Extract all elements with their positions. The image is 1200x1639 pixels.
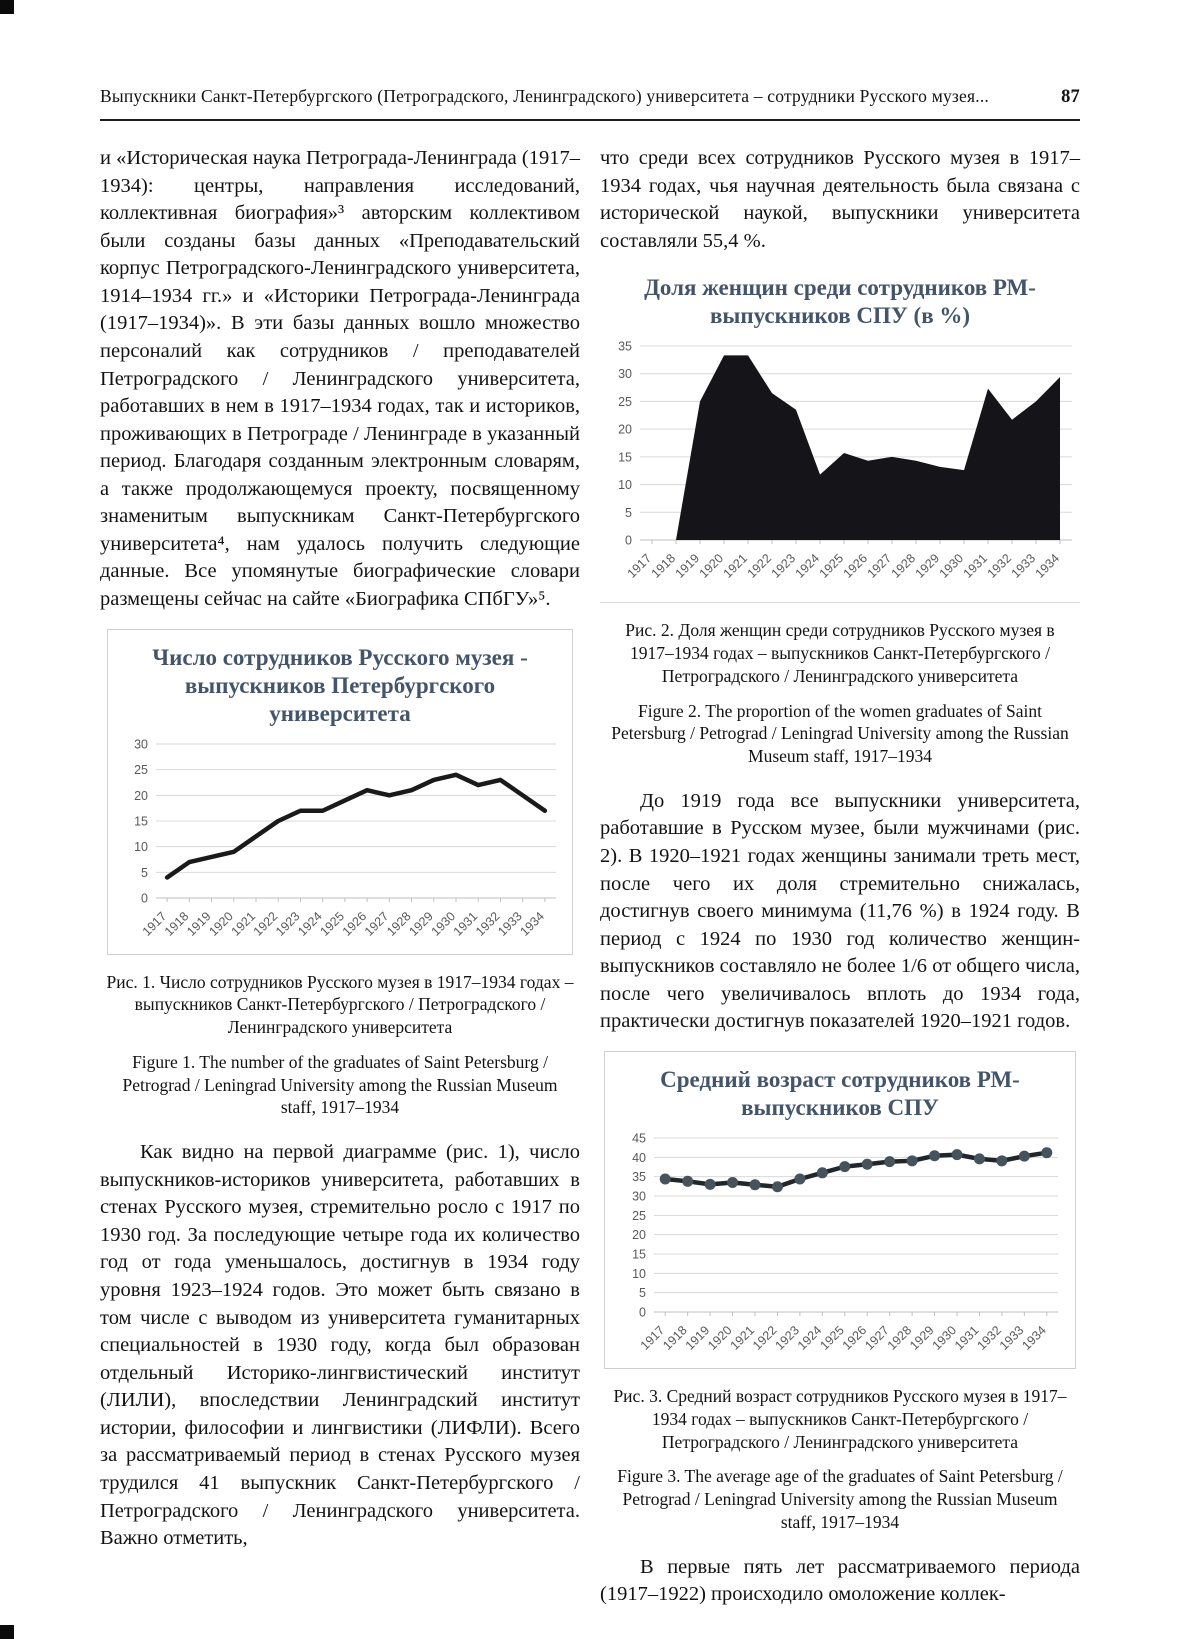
figure-1-caption-en: Figure 1. The number of the graduates of Saint Petersburg / Petrograd / Leningrad University among the Russian Museum staff, 1917–1934 — [122, 1051, 558, 1118]
figure-1-caption-ru: Рис. 1. Число сотрудников Русского музея в 1917–1934 годах – выпускников Санкт-Петербургского / Петроградского / Ленинградского университета — [106, 971, 574, 1038]
svg-text:1934: 1934 — [1019, 1323, 1049, 1353]
svg-text:1922: 1922 — [250, 908, 281, 939]
svg-text:1917: 1917 — [637, 1323, 668, 1353]
svg-text:1918: 1918 — [648, 551, 679, 582]
svg-text:1923: 1923 — [772, 1323, 803, 1353]
svg-text:5: 5 — [639, 1286, 646, 1301]
svg-text:1922: 1922 — [744, 551, 775, 582]
svg-text:1930: 1930 — [428, 908, 459, 939]
svg-text:1920: 1920 — [206, 908, 236, 939]
figure-3-block — [600, 1051, 1080, 1534]
svg-text:1924: 1924 — [792, 551, 823, 582]
svg-text:10: 10 — [632, 1266, 646, 1281]
page-number: 87 — [1061, 87, 1080, 107]
chart-3-title: Средний возраст сотрудников РМ-выпускников СПУ — [660, 1066, 1020, 1120]
running-title: Выпускники Санкт-Петербургского (Петроградского, Ленинградского) университета – сотрудники Русского музея... — [100, 86, 989, 106]
svg-text:20: 20 — [632, 1228, 646, 1243]
svg-text:15: 15 — [618, 450, 632, 465]
svg-text:1932: 1932 — [472, 908, 503, 939]
svg-text:1918: 1918 — [660, 1323, 690, 1353]
svg-text:20: 20 — [134, 788, 148, 803]
svg-text:1934: 1934 — [517, 908, 548, 939]
svg-text:1928: 1928 — [888, 551, 919, 582]
svg-text:1926: 1926 — [339, 908, 370, 939]
svg-text:1918: 1918 — [161, 908, 192, 939]
figure-3-chart — [604, 1051, 1076, 1369]
svg-text:1920: 1920 — [696, 551, 727, 582]
svg-text:5: 5 — [625, 506, 632, 521]
svg-text:1932: 1932 — [984, 551, 1015, 582]
svg-text:30: 30 — [632, 1189, 646, 1204]
svg-text:1917: 1917 — [139, 908, 170, 939]
paragraph: В первые пять лет рассматриваемого периода (1917–1922) происходило омоложение коллек- — [600, 1555, 1080, 1606]
svg-text:40: 40 — [632, 1150, 646, 1165]
svg-text:10: 10 — [618, 478, 632, 493]
svg-text:1934: 1934 — [1032, 551, 1063, 582]
svg-text:1926: 1926 — [839, 1323, 870, 1353]
paragraph: что среди всех сотрудников Русского музея в 1917–1934 годах, чья научная деятельность была связана с исторической наукой, выпускники университета составляли 55,4 %. — [600, 147, 1080, 252]
scan-artifact-bottom-left — [0, 1625, 14, 1639]
figure-2-caption-ru: Рис. 2. Доля женщин среди сотрудников Русского музея в 1917–1934 годах – выпускников Санкт-Петербургского / Петроградского / Ленинградского университета — [625, 620, 1055, 686]
svg-text:1933: 1933 — [996, 1323, 1027, 1353]
svg-text:10: 10 — [134, 839, 148, 854]
figure-3-caption-ru: Рис. 3. Средний возраст сотрудников Русского музея в 1917–1934 годах – выпускников Санкт-Петербургского / Петроградского / Ленинградского университета — [613, 1386, 1067, 1452]
left-column — [100, 145, 580, 1609]
svg-text:35: 35 — [632, 1170, 646, 1185]
svg-text:15: 15 — [134, 814, 148, 829]
svg-text:1919: 1919 — [672, 551, 703, 582]
figure-1-block — [100, 629, 580, 1120]
svg-text:1920: 1920 — [705, 1323, 735, 1353]
svg-text:1923: 1923 — [768, 551, 799, 582]
svg-text:35: 35 — [618, 339, 632, 354]
svg-text:1931: 1931 — [450, 908, 481, 939]
svg-text:1924: 1924 — [794, 1323, 825, 1353]
svg-text:1929: 1929 — [907, 1323, 937, 1353]
page-header — [100, 86, 1080, 121]
svg-text:1923: 1923 — [272, 908, 303, 939]
svg-text:1927: 1927 — [864, 551, 895, 582]
figure-3-caption-en: Figure 3. The average age of the graduates of Saint Petersburg / Petrograd / Leningrad University among the Russian Museum staff, 1917–1934 — [617, 1466, 1063, 1532]
svg-text:0: 0 — [141, 891, 148, 906]
svg-text:30: 30 — [134, 737, 148, 752]
svg-text:1924: 1924 — [295, 908, 325, 939]
svg-text:1925: 1925 — [317, 908, 348, 939]
svg-text:1926: 1926 — [840, 551, 871, 582]
svg-text:1919: 1919 — [184, 908, 214, 939]
figure-1-chart — [107, 629, 573, 955]
svg-text:1921: 1921 — [727, 1323, 758, 1353]
svg-text:5: 5 — [141, 865, 148, 880]
svg-text:15: 15 — [632, 1247, 646, 1262]
chart-1-title: Число сотрудников Русского музея - выпускников Петербургского университета — [152, 644, 528, 726]
svg-text:1929: 1929 — [406, 908, 436, 939]
svg-text:1930: 1930 — [936, 551, 967, 582]
svg-text:45: 45 — [632, 1131, 646, 1146]
svg-text:1928: 1928 — [384, 908, 414, 939]
svg-text:25: 25 — [134, 762, 148, 777]
svg-text:1919: 1919 — [682, 1323, 713, 1353]
paragraph: До 1919 года все выпускники университета, работавшие в Русском музее, были мужчинами (рис. 2). В 1920–1921 годах женщины занимали треть мест, после чего их доля стремительно снижалась, достигнув своего минимума (11,76 %) в 1924 году. В период с 1924 по 1930 год количество женщин-выпускников составляло не более 1/6 от общего числа, после чего увеличивалось вплоть до 1934 года, практически достигнув показателей 1920–1921 годов. — [600, 789, 1080, 1033]
svg-text:0: 0 — [639, 1305, 646, 1320]
svg-text:25: 25 — [632, 1208, 646, 1223]
svg-text:20: 20 — [618, 422, 632, 437]
svg-text:1925: 1925 — [817, 1323, 847, 1353]
svg-text:1931: 1931 — [960, 551, 991, 582]
right-column — [600, 145, 1080, 1609]
svg-text:1921: 1921 — [228, 908, 259, 939]
svg-text:0: 0 — [625, 533, 632, 548]
chart-3-line-plot — [614, 1130, 1066, 1366]
svg-text:1931: 1931 — [951, 1323, 982, 1353]
figure-2-block — [600, 270, 1080, 768]
svg-text:1933: 1933 — [495, 908, 525, 939]
two-column-layout — [100, 145, 1080, 1609]
svg-text:25: 25 — [618, 395, 632, 410]
paragraph: Как видно на первой диаграмме (рис. 1), число выпускников-историков университета, работавших в стенах Русского музея, стремительно росло с 1917 по 1930 год. За последующие четыре года их количество год от года уменьшалось, достигнув в 1934 году уровня 1923–1924 годов. Это может быть связано в том числе с выводом из университета гуманитарных специальностей в 1930 году, когда был образован отдельный Историко-лингвистический институт (ЛИЛИ), впоследствии Ленинградский институт истории, философии и лингвистики (ЛИФЛИ). Всего за рассматриваемый период в стенах Русского музея трудился 41 выпускник Санкт-Петербургского / Петроградского / Ленинградского университета. Важно отметить, — [100, 1141, 580, 1550]
figure-2-caption-en: Figure 2. The proportion of the women graduates of Saint Petersburg / Petrograd / Leningrad University among the Russian Museum staff, 1917–1934 — [611, 700, 1069, 767]
svg-text:1930: 1930 — [929, 1323, 960, 1353]
svg-text:1922: 1922 — [749, 1323, 780, 1353]
figure-2-chart — [600, 270, 1080, 603]
svg-text:1917: 1917 — [624, 551, 655, 582]
svg-text:1927: 1927 — [361, 908, 392, 939]
svg-text:30: 30 — [618, 367, 632, 382]
svg-text:1921: 1921 — [720, 551, 751, 582]
paragraph: и «Историческая наука Петрограда-Ленинграда (1917–1934): центры, направления исследований, коллективная биография»³ авторским коллективом были созданы базы данных «Преподавательский корпус Петроградского-Ленинградского университета, 1914–1934 гг.» и «Историки Петрограда-Ленинграда (1917–1934)». В эти базы данных вошло множество персоналий как сотрудников / преподавателей Петроградского / Ленинградского университета, работавших в нем в 1917–1934 годах, так и историков, проживающих в Петрограде / Ленинграде в указанный период. Благодаря созданным электронным словарям, а также продолжающемуся проекту, посвященному знаменитым выпускникам Санкт-Петербургского университета⁴, нам удалось получить следующие данные. Все упомянутые биографические словари размещены сейчас на сайте «Биографика СПбГУ»⁵. — [100, 147, 580, 610]
svg-text:1932: 1932 — [974, 1323, 1005, 1353]
chart-1-line-plot — [116, 736, 564, 952]
svg-text:1927: 1927 — [862, 1323, 892, 1353]
scan-artifact-top-left — [0, 0, 14, 14]
svg-text:1929: 1929 — [912, 551, 943, 582]
chart-2-title: Доля женщин среди сотрудников РМ-выпускников СПУ (в %) — [644, 275, 1036, 329]
svg-text:1925: 1925 — [816, 551, 847, 582]
svg-text:1933: 1933 — [1008, 551, 1039, 582]
chart-2-area-plot — [600, 338, 1080, 594]
svg-text:1928: 1928 — [884, 1323, 915, 1353]
